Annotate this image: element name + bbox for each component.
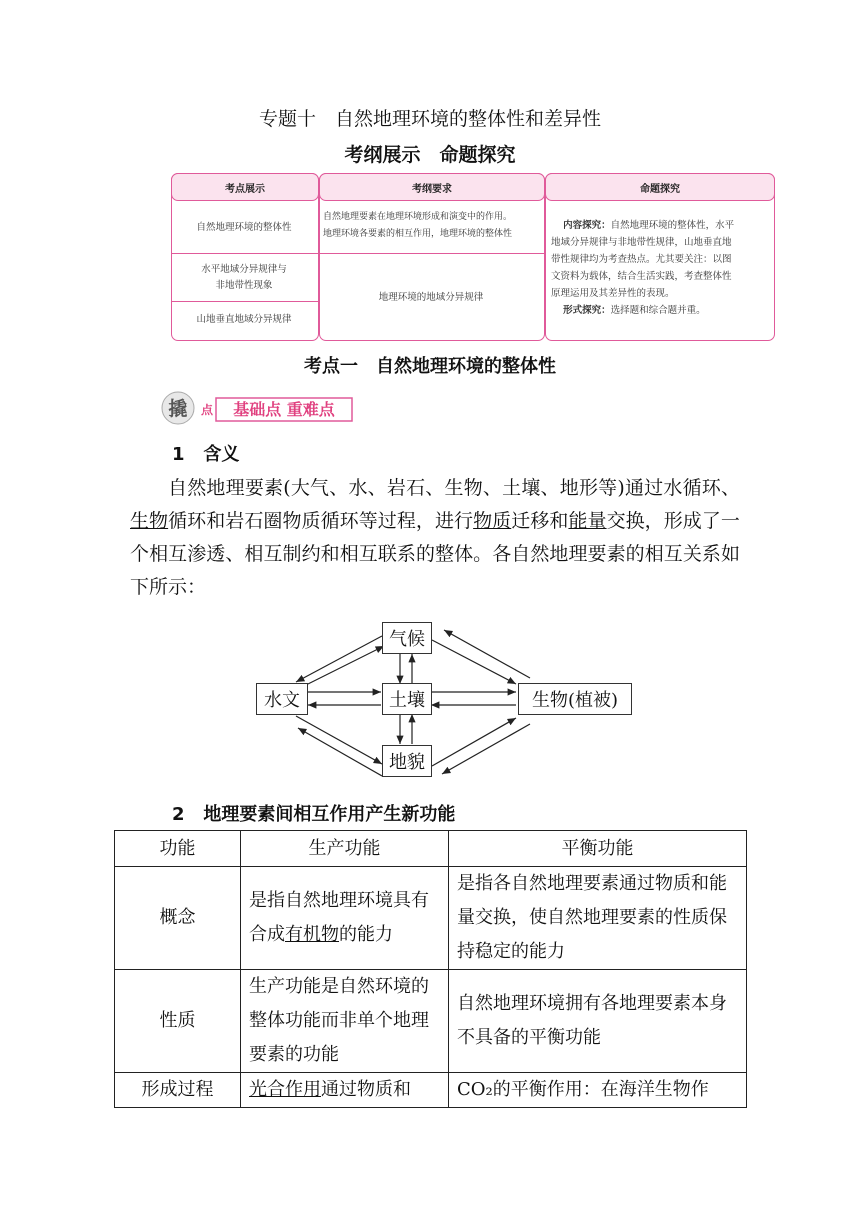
definition-text: 自然地理要素(大气、水、岩石、生物、土壤、地形等)通过水循环、 bbox=[168, 477, 740, 499]
definition-text: 循环和岩石圈物质循环等过程，进行 bbox=[168, 510, 474, 532]
overview-explore-1 bbox=[551, 217, 769, 234]
overview-divider bbox=[171, 253, 319, 254]
subsection-2-number: 2 bbox=[172, 804, 185, 825]
form-explore-label: 形式探究： bbox=[563, 305, 611, 316]
row-label: 形成过程 bbox=[115, 1073, 241, 1108]
basics-badge bbox=[158, 390, 354, 426]
overview-header-1: 考点展示 bbox=[171, 173, 319, 201]
node-landform: 地貌 bbox=[382, 745, 432, 777]
subsection-2-title: 地理要素间相互作用产生新功能 bbox=[203, 804, 456, 825]
underlined-term: 物质 bbox=[473, 510, 512, 532]
table-row bbox=[115, 1073, 747, 1108]
node-biology: 生物(植被) bbox=[518, 683, 632, 715]
table-header-row bbox=[115, 831, 747, 867]
table-row bbox=[115, 970, 747, 1073]
overview-point-2a: 水平地域分异规律与 bbox=[201, 264, 287, 275]
form-explore-text: 选择题和综合题并重。 bbox=[610, 305, 706, 316]
cell-text: 的能力 bbox=[339, 924, 393, 945]
underlined-term: 有机物 bbox=[285, 924, 339, 945]
cell-text: 通过物质和 bbox=[321, 1079, 411, 1100]
table-header: 功能 bbox=[115, 831, 241, 867]
row-label: 概念 bbox=[115, 867, 241, 970]
overview-point-2b: 非地带性现象 bbox=[215, 280, 273, 291]
balance-cell: CO₂的平衡作用：在海洋生物作 bbox=[449, 1073, 747, 1108]
node-climate: 气候 bbox=[382, 622, 432, 654]
subsection-1-heading bbox=[172, 440, 239, 466]
overview-point-1: 自然地理环境的整体性 bbox=[196, 222, 292, 233]
content-explore-text: 自然地理环境的整体性，水平 bbox=[610, 220, 735, 231]
overview-divider bbox=[319, 253, 545, 254]
node-hydrology: 水文 bbox=[256, 683, 308, 715]
overview-header-3: 命题探究 bbox=[545, 173, 775, 201]
badge-label: 基础点 重难点 bbox=[233, 400, 335, 419]
underlined-term: 能量 bbox=[568, 510, 607, 532]
overview-req-2: 地理环境的地域分异规律 bbox=[378, 292, 484, 303]
content-explore-label: 内容探究： bbox=[563, 220, 611, 231]
definition-paragraph bbox=[130, 472, 740, 604]
overview-point-3: 山地垂直地域分异规律 bbox=[196, 314, 292, 325]
subsection-2-heading bbox=[172, 800, 455, 826]
chapter-subtitle: 考纲展示 命题探究 bbox=[344, 144, 516, 166]
underlined-term: 光合作用 bbox=[249, 1079, 321, 1100]
cell-text: 是指自然地理环境具有合成 bbox=[249, 890, 429, 945]
overview-table bbox=[171, 173, 775, 341]
cell-text: 生产功能是自然环境的整体功能而非单个地理要素的功能 bbox=[249, 976, 429, 1065]
badge-dot-text: 点 bbox=[201, 403, 214, 417]
balance-cell: 自然地理环境拥有各地理要素本身不具备的平衡功能 bbox=[449, 970, 747, 1073]
overview-divider bbox=[171, 301, 319, 302]
underlined-term: 生物 bbox=[130, 510, 169, 532]
element-relationship-diagram bbox=[244, 612, 648, 792]
table-row bbox=[115, 867, 747, 970]
table-header: 生产功能 bbox=[241, 831, 449, 867]
production-cell bbox=[241, 867, 449, 970]
subsection-1-number: 1 bbox=[172, 444, 185, 465]
node-soil: 土壤 bbox=[382, 683, 432, 715]
production-cell bbox=[241, 1073, 449, 1108]
overview-header-2: 考纲要求 bbox=[319, 173, 545, 201]
table-header: 平衡功能 bbox=[449, 831, 747, 867]
overview-explore-2 bbox=[551, 302, 769, 319]
production-cell bbox=[241, 970, 449, 1073]
overview-explore-line: 地域分异规律与非地带性规律，山地垂直地 bbox=[551, 237, 732, 248]
balance-cell: 是指各自然地理要素通过物质和能量交换，使自然地理要素的性质保持稳定的能力 bbox=[449, 867, 747, 970]
section-heading: 考点一 自然地理环境的整体性 bbox=[304, 356, 556, 377]
overview-req-1a: 自然地理要素在地理环境形成和演变中的作用。 bbox=[323, 212, 513, 222]
overview-explore-line: 文资料为载体，结合生活实践，考查整体性 bbox=[551, 271, 732, 282]
definition-text: 交换，形成了一个相互渗透、相互制约和相互联系的整体。各自然地理要素的相互关系如下所示： bbox=[130, 510, 740, 598]
definition-text: 迁移和 bbox=[511, 510, 569, 532]
overview-explore-line: 带性规律均为考查热点。尤其要关注：以图 bbox=[551, 254, 732, 265]
row-label: 性质 bbox=[115, 970, 241, 1073]
subsection-1-title: 含义 bbox=[203, 444, 240, 465]
overview-req-1b: 地理环境各要素的相互作用，地理环境的整体性 bbox=[323, 229, 513, 239]
chapter-title: 专题十 自然地理环境的整体性和差异性 bbox=[258, 108, 601, 130]
overview-explore-line: 原理运用及其差异性的表现。 bbox=[551, 288, 675, 299]
badge-graphic bbox=[158, 390, 354, 426]
function-table bbox=[114, 830, 747, 1108]
badge-icon: 撬 bbox=[168, 398, 188, 420]
